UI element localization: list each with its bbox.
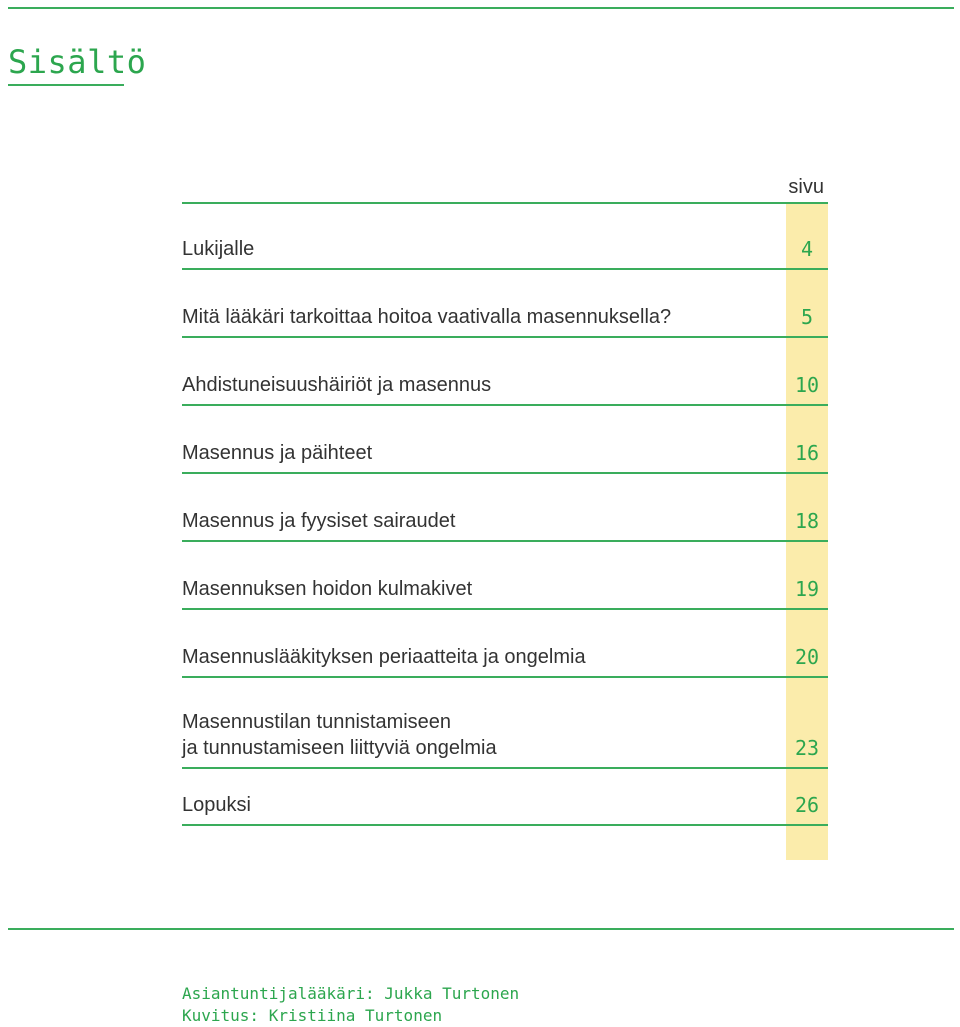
- toc-entry-title-line: ja tunnustamiseen liittyviä ongelmia: [182, 737, 497, 759]
- credits: [182, 983, 519, 1027]
- toc-entry-title-line: Masennus ja fyysiset sairaudet: [182, 510, 456, 532]
- toc-entry[interactable]: [182, 769, 828, 826]
- top-divider: [8, 7, 954, 9]
- toc-entry-page: 10: [794, 373, 820, 397]
- toc-entry[interactable]: [182, 610, 828, 678]
- toc-entry-title-line: Ahdistuneisuushäiriöt ja masennus: [182, 374, 492, 396]
- toc-entry-page: 16: [794, 441, 820, 465]
- toc-entry[interactable]: [182, 542, 828, 610]
- credit-illustration: Kuvitus: Kristiina Turtonen: [182, 1006, 443, 1025]
- toc-entry[interactable]: [182, 204, 828, 270]
- toc-entry-title: [182, 236, 786, 262]
- toc-entry-page: 5: [800, 305, 814, 329]
- toc-entry-title-line: Lopuksi: [182, 794, 251, 816]
- toc-entry-page: 18: [794, 509, 820, 533]
- credit-expert: Asiantuntijalääkäri: Jukka Turtonen: [182, 984, 520, 1003]
- toc-entry[interactable]: [182, 678, 828, 769]
- toc-entry-title: [182, 709, 786, 761]
- bottom-divider: [8, 928, 954, 930]
- toc-entry-title: [182, 792, 786, 818]
- toc-entry-title: [182, 440, 786, 466]
- toc-entry[interactable]: [182, 406, 828, 474]
- toc-entry-page: 19: [794, 577, 820, 601]
- toc-entry-title-line: Mitä lääkäri tarkoittaa hoitoa vaativalla masennuksella?: [182, 306, 672, 328]
- toc-entry-title: [182, 372, 786, 398]
- toc-entry-page: 20: [794, 645, 820, 669]
- toc-entry-page: 26: [794, 793, 820, 817]
- toc-entry-title-line: Masennustilan tunnistamiseen: [182, 711, 452, 733]
- table-of-contents: [182, 168, 828, 826]
- toc-entry-page: 23: [794, 736, 820, 760]
- toc-entry-title: [182, 644, 786, 670]
- toc-entry[interactable]: [182, 338, 828, 406]
- toc-entry-title: [182, 576, 786, 602]
- toc-header: [182, 168, 828, 204]
- toc-entry-page: 4: [800, 237, 814, 261]
- toc-entry-title: [182, 304, 786, 330]
- toc-entry-title-line: Masennus ja päihteet: [182, 442, 373, 464]
- toc-entry-title-line: Masennuksen hoidon kulmakivet: [182, 578, 473, 600]
- toc-entry[interactable]: [182, 270, 828, 338]
- toc-entry-title-line: Lukijalle: [182, 238, 255, 260]
- page-title: Sisältö: [8, 42, 124, 86]
- toc-entry-title-line: Masennuslääkityksen periaatteita ja ongelmia: [182, 646, 586, 668]
- toc-entry[interactable]: [182, 474, 828, 542]
- page-column-label: sivu: [788, 176, 824, 198]
- toc-entry-title: [182, 508, 786, 534]
